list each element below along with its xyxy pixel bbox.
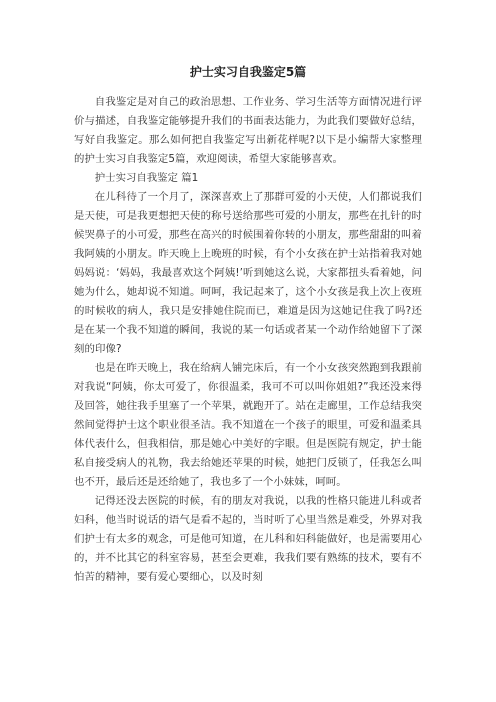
section-heading: 护士实习自我鉴定 篇1 [94,172,199,184]
document-title: 护士实习自我鉴定5篇 [189,65,307,79]
body-paragraph-2: 也是在昨天晚上，我在给病人铺完床后，有一个小女孩突然跑到我跟前对我说“阿姨，你太可爱了，你很温柔，我可不可以叫你姐姐?”我还没来得及回答，她往我手里塞了一个苹果，就跑开了。站在走廊里，工作总结我突然间觉得护士这个职业很圣洁。我不知道在一个孩子的眼里，可爱和温柔具体代表什么，但我相信，那是她心中美好的字眼。但是医院有规定，护士能私自接受病人的礼物，我去给她还苹果的时候，她把门反锁了，任我怎么叫也不开，最后还是还给她了，我也多了一个小妹妹，呵呵。 [74,362,422,488]
body-paragraph-3: 记得还没去医院的时候，有的朋友对我说，以我的性格只能进儿科或者妇科，他当时说话的语气是看不起的，当时听了心里当然是难受，外界对我们护士有太多的观念，可是他可知道，在儿科和妇科能做好，也是需要用心的，并不比其它的科室容易，甚至会更难，我我们要有熟练的技术，要有不怕苦的精神，要有爱心要细心，以及时刻 [74,495,422,583]
intro-paragraph: 自我鉴定是对自己的政治思想、工作业务、学习生活等方面情况进行评价与描述，自我鉴定能够提升我们的书面表达能力，为此我们要做好总结，写好自我鉴定。那么如何把自我鉴定写出新花样呢?以下是小编帮大家整理的护士实习自我鉴定5篇，欢迎阅读，希望大家能够喜欢。 [74,96,422,165]
body-paragraph-1: 在儿科待了一个月了，深深喜欢上了那群可爱的小天使，人们都说我们是天使，可是我更想把天使的称号送给那些可爱的小朋友，那些在扎针的时候哭鼻子的小可爱，那些在高兴的时候围着你转的小朋友，那些甜甜的叫着我阿姨的小朋友。昨天晚上上晚班的时候，有个小女孩在护士站指着我对她妈妈说：‘妈妈，我最喜欢这个阿姨!’听到她这么说，大家都扭头看着她，问她为什么，她却说不知道。呵呵，我记起来了，这个小女孩是我上次上夜班的时候收的病人，我只是安排她住院而已，难道是因为这她记住我了吗?还是在某一个我不知道的瞬间，我说的某一句话或者某一个动作给她留下了深刻的印像? [74,191,422,355]
